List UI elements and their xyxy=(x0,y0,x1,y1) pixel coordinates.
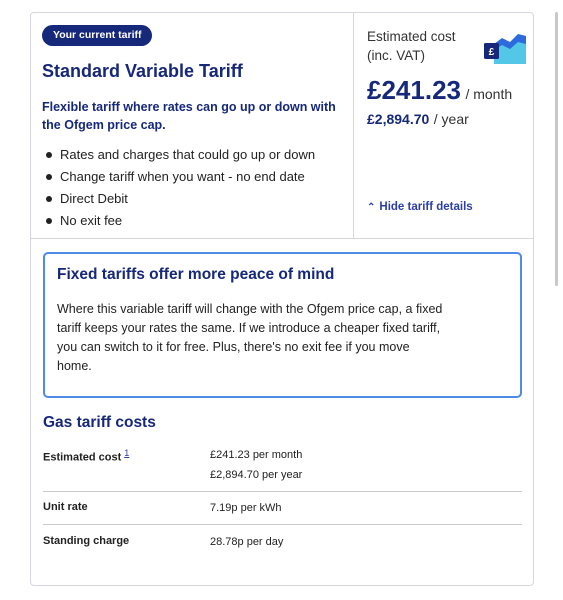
divider xyxy=(43,524,522,525)
row-label xyxy=(43,448,129,464)
estimated-cost-row-label: Estimated cost xyxy=(43,451,122,464)
price-graph-icon xyxy=(484,30,526,64)
yearly-price-value: £2,894.70 xyxy=(367,111,430,127)
estimated-cost-panel xyxy=(353,13,533,239)
footnote-link[interactable]: 1 xyxy=(124,448,130,458)
divider xyxy=(43,491,522,492)
gas-tariff-costs-heading: Gas tariff costs xyxy=(43,414,156,431)
tariff-card xyxy=(30,12,534,586)
monthly-cost-value: £241.23 per month xyxy=(210,449,303,461)
scrollbar[interactable] xyxy=(555,12,558,286)
list-item: Change tariff when you want - no end date xyxy=(42,166,315,188)
info-box-title: Fixed tariffs offer more peace of mind xyxy=(57,266,335,283)
row-label: Unit rate xyxy=(43,501,88,513)
info-box-body: Where this variable tariff will change with the Ofgem price cap, a fixed tariff keeps your rates the same. If we introduce a cheaper fixed tariff, you can switch to it for free. Plus, there's no exit fee if you move home. xyxy=(57,302,443,373)
row-value xyxy=(210,445,302,485)
list-item: No exit fee xyxy=(42,210,315,232)
tariff-name: Standard Variable Tariff xyxy=(42,61,243,81)
monthly-price-suffix: / month xyxy=(465,86,513,102)
row-label: Standing charge xyxy=(43,535,130,547)
row-value: 7.19p per kWh xyxy=(210,502,282,514)
current-tariff-badge: Your current tariff xyxy=(42,25,152,46)
tariff-features-list xyxy=(42,144,315,232)
monthly-price-value: £241.23 xyxy=(367,75,461,105)
monthly-price xyxy=(367,75,512,106)
tariff-details xyxy=(31,13,353,239)
yearly-price xyxy=(367,111,469,129)
tariff-subtitle: Flexible tariff where rates can go up or down with the Ofgem price cap. xyxy=(42,100,336,132)
yearly-cost-value: £2,894.70 per year xyxy=(210,469,303,481)
tariff-summary xyxy=(31,13,533,239)
fixed-tariff-info-box xyxy=(43,252,522,398)
estimated-cost-label: Estimated cost (inc. VAT) xyxy=(367,29,456,63)
hide-tariff-details-link[interactable] xyxy=(367,201,473,213)
row-value: 28.78p per day xyxy=(210,536,284,548)
yearly-price-suffix: / year xyxy=(433,111,469,127)
chevron-up-icon: ⌃ xyxy=(367,202,376,213)
svg-text:£: £ xyxy=(488,47,495,58)
hide-tariff-details-label: Hide tariff details xyxy=(379,201,473,213)
list-item: Direct Debit xyxy=(42,188,315,210)
list-item: Rates and charges that could go up or down xyxy=(42,144,315,166)
